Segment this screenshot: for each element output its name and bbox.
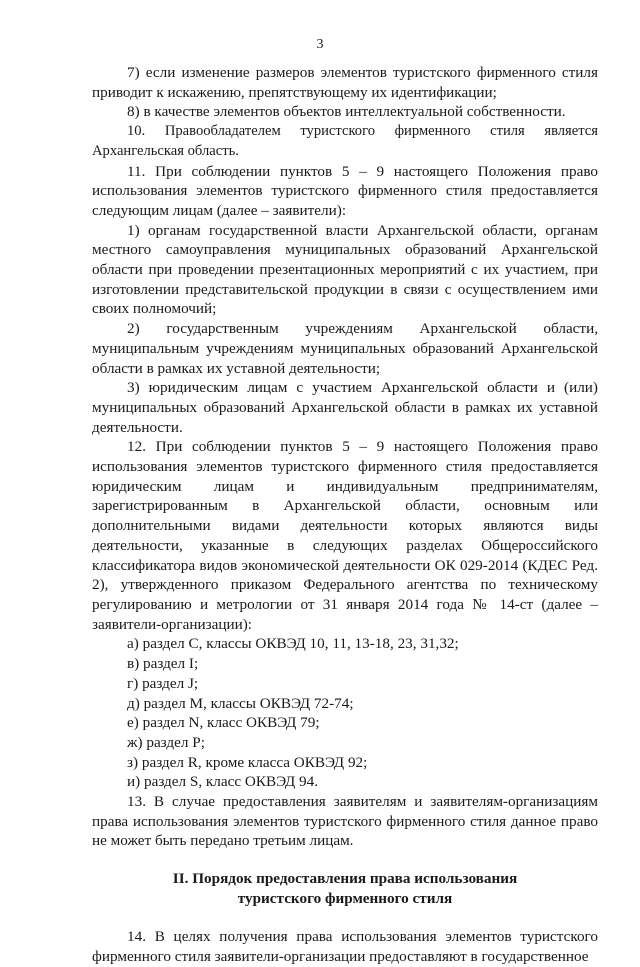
section-item-zh: ж) раздел P; xyxy=(127,733,205,751)
section-item-a: а) раздел C, классы ОКВЭД 10, 11, 13-18, 23, 31,32; xyxy=(127,635,459,653)
page-number: 3 xyxy=(316,37,324,52)
section-item-z: з) раздел R, кроме класса ОКВЭД 92; xyxy=(127,753,368,771)
spacer xyxy=(92,851,598,869)
section-item-e: е) раздел N, класс ОКВЭД 79; xyxy=(127,714,320,732)
paragraph-14: 14. В целях получения права использования элементов туристского фирменного стиля заявители-организации предоставляют в государственное xyxy=(92,928,598,965)
paragraph-10: 10. Правообладателем туристского фирменного стиля является Архангельская область. xyxy=(92,123,598,159)
paragraph-13: 13. В случае предоставления заявителям и заявителям-организациям права использования элементов туристского фирменного стиля данное право не может быть передано третьим лицам. xyxy=(92,793,598,850)
paragraph-12: 12. При соблюдении пунктов 5 – 9 настоящего Положения право использования элементов туристского фирменного стиля предоставляется юридическим лицам и индивидуальным предпринимателям, зарегистрированным в Архангельской области, основным или дополнительными видами деятельности которых являются виды деятельности, указанные в следующих разделах Общероссийского классификатора видов экономической деятельности ОК 029-2014 (КДЕС Ред. 2), утвержденного приказом Федерального агентства по техническому регулированию и метрологии от 31 января 2014 года № 14-ст (далее – заявители-организации): xyxy=(92,438,598,633)
spacer xyxy=(92,909,598,927)
paragraph-item-7: 7) если изменение размеров элементов туристского фирменного стиля приводит к искажению, препятствующему их идентификации; xyxy=(92,64,598,101)
paragraph-11-item-3: 3) юридическим лицам с участием Архангельской области и (или) муниципальных образований Архангельской области в рамках их уставной деятельности. xyxy=(92,379,598,436)
section-item-g: г) раздел J; xyxy=(127,674,199,692)
section-heading-line-1: II. Порядок предоставления права использования xyxy=(172,870,518,888)
section-heading xyxy=(92,869,598,909)
section-item-v: в) раздел I; xyxy=(127,655,199,673)
paragraph-11-item-2: 2) государственным учреждениям Архангельской области, муниципальным учреждениям муниципальных образований Архангельской области в рамках их уставной деятельности; xyxy=(92,320,598,377)
section-heading-line-2: туристского фирменного стиля xyxy=(237,890,453,908)
section-item-d: д) раздел M, классы ОКВЭД 72-74; xyxy=(127,694,354,712)
section-item-i: и) раздел S, класс ОКВЭД 94. xyxy=(127,773,319,791)
paragraph-item-8: 8) в качестве элементов объектов интеллектуальной собственности. xyxy=(127,103,566,121)
paragraph-11: 11. При соблюдении пунктов 5 – 9 настоящего Положения право использования элементов туристского фирменного стиля предоставляется следующим лицам (далее – заявители): xyxy=(92,162,598,219)
document-body xyxy=(92,63,598,967)
paragraph-11-item-1: 1) органам государственной власти Архангельской области, органам местного самоуправления муниципальных образований Архангельской области при проведении презентационных мероприятий с их участием, при изготовлении представительской продукции в связи с осуществлением ими своих полномочий; xyxy=(92,221,598,318)
